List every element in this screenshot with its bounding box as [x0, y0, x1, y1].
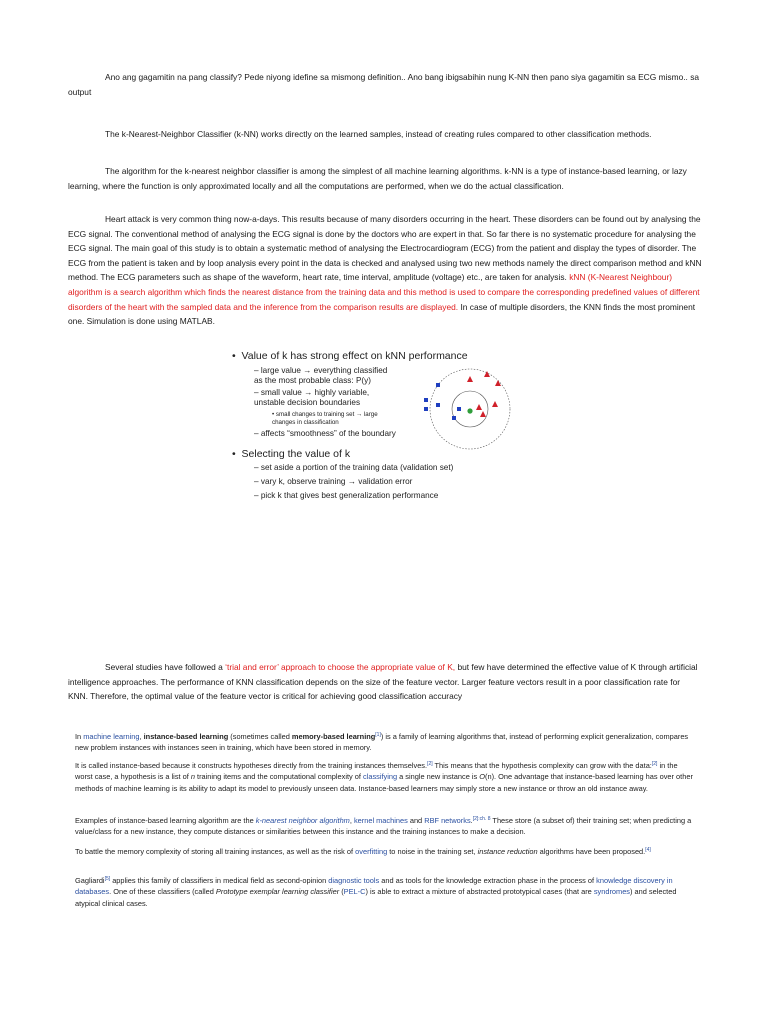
knn-intro-paragraph	[68, 127, 702, 142]
slide-bullet-2: • Selecting the value of k	[232, 448, 351, 460]
link-syndromes[interactable]: syndromes	[593, 887, 631, 897]
citation-1[interactable]: [1]	[375, 732, 381, 738]
query-point	[467, 408, 472, 413]
slide-smoothness: – affects “smoothness” of the boundary	[254, 429, 396, 438]
link-kernel-machines[interactable]: kernel machines	[353, 816, 408, 825]
wiki-paragraph-4: To battle the memory complexity of storing all training instances, as well as the risk of overfitting to noise in the training set, instance reduction algorithms have been proposed.[4]	[75, 847, 651, 856]
question-paragraph	[68, 70, 702, 99]
wiki-paragraph-1: In machine learning, instance-based learning (sometimes called memory-based learning[1]) is a family of learning algorithms that, instead of performing explicit generalization, compares new problem instances with instances seen in training, which have been stored in memory.	[75, 732, 689, 753]
heart-attack-tail: In case of multiple disorders, the KNN finds the most prominent one. Simulation is done using MATLAB.	[68, 301, 696, 327]
triangle-point	[476, 404, 482, 410]
knn-slide-figure	[226, 344, 522, 506]
citation-4[interactable]: [4]	[645, 847, 651, 853]
link-machine-learning[interactable]: machine learning	[83, 732, 140, 741]
knn-intro-text: The k-Nearest-Neighbor Classifier (k-NN) works directly on the learned samples, instead of creating rules compared to other classification methods.	[105, 129, 652, 139]
question-text: Ano ang gagamitin na pang classify? Pede niyong idefine sa mismong definition.. Ano bang ibigsabihin nung K-NN then pano siya gagamitin sa ECG mismo.. sa output	[68, 72, 700, 97]
link-knn-algorithm[interactable]: k-nearest neighbor algorithm	[255, 816, 350, 825]
knn-highlight-text: kNN (K-Nearest Neighbour) algorithm is a search algorithm which finds the nearest distance from the training data and this method is used to compare the corresponding predefined values of different disorders of the heart with the sampled data and the inference from the comparison results are displayed.	[68, 272, 700, 312]
wiki-paragraph-2: It is called instance-based because it constructs hypotheses directly from the training instances themselves.[2] This means that the hypothesis complexity can grow with the data:[2] in the worst case, a hypothesis is a list of n training items and the computational complexity of classifying a single new instance is O(n). One advantage that instance-based learning has over other methods of machine learning is its ability to adapt its model to previously unseen data. Instance-based learners may simply store a new instance or throw an old instance away.	[75, 761, 693, 793]
citation-5[interactable]: [5]	[104, 876, 111, 882]
slide-set-aside: – set aside a portion of the training data (validation set)	[254, 463, 454, 472]
triangle-point	[492, 401, 498, 407]
square-point	[436, 403, 440, 407]
wiki-paragraph-3: Examples of instance-based learning algorithm are the k-nearest neighbor algorithm, kernel machines and RBF networks.$^{[2]:ch. 8}$ These store (a subset of) their training set; when predicting a value/class for a new instance, they compute distances or similarities between this instance and the training instances to make a decision.	[75, 816, 692, 837]
slide-small-value: – small value → highly variable, unstable decision boundaries	[254, 388, 370, 407]
link-pel-c[interactable]: PEL-C	[343, 887, 366, 897]
wiki-paragraph-5: Gagliardi[5] applies this family of classifiers in medical field as second-opinion diagnostic tools and as tools for the knowledge extraction phase in the process of knowledge discovery in databases. One of these classifiers (called Prototype exemplar learning classifier (PEL-C) is able to extract a mixture of abstracted prototypical cases (that are syndromes) and selected atypical clinical cases.	[75, 876, 677, 908]
link-diagnostic-tools[interactable]: diagnostic tools	[328, 876, 380, 885]
knn-algorithm-paragraph	[68, 164, 702, 193]
square-point	[424, 398, 428, 402]
triangle-point	[467, 376, 473, 382]
heart-attack-paragraph	[68, 212, 702, 329]
trial-error-text: but few have determined the effective value of K through artificial intelligence approaches. The performance of KNN classification depends on the size of the feature vector. Larger feature vectors result in a poor classification rate for KNN. Therefore, the optimal value of the feature vector is critical for achieving good classification accuracy	[68, 662, 698, 702]
link-classifying[interactable]: classifying	[363, 772, 398, 782]
square-point	[452, 416, 456, 420]
citation-2[interactable]: [2]	[427, 761, 433, 767]
slide-vary-k: – vary k, observe training → validation error	[254, 477, 413, 486]
square-point	[457, 407, 461, 411]
trial-error-highlight: ‘trial and error’ approach to choose the appropriate value of K,	[225, 662, 456, 672]
slide-bullet-1: • Value of k has strong effect on kNN performance	[232, 350, 468, 362]
link-rbf-networks[interactable]: RBF networks	[424, 816, 471, 825]
link-knowledge-discovery[interactable]: knowledge discovery in databases	[75, 876, 673, 897]
link-overfitting[interactable]: overfitting	[355, 847, 388, 856]
trial-error-lead: Several studies have followed a	[105, 662, 226, 672]
square-point	[424, 407, 428, 411]
heart-attack-text: Heart attack is very common thing now-a-days. This results because of many disorders occurring in the heart. These disorders can be found out by analysing the ECG signal. The conventional method of analysing the ECG signal is done by the doctors who are expert in that. So far there is no systematic procedure for analysing the ECG signal. The main goal of this study is to obtain a systematic method of analysing the Electrocardiogram (ECG) from the patient and display the types of disorder. The ECG from the patient is taken and by loop analysis every point in the data is checked and analysed using two new methods namely the direct comparison method and kNN method. The ECG parameters such as shape of the waveform, heart rate, time interval, amplitude (voltage) etc., are taken for analysis.	[68, 214, 702, 283]
citation-2[interactable]: [2]	[651, 761, 658, 767]
term-memory-based-learning: memory-based learning	[291, 732, 376, 741]
slide-small-changes: • small changes to training set → large changes in classification	[272, 411, 378, 426]
knn-neighborhood-diagram	[412, 364, 518, 454]
citation-2-ch8[interactable]: [2]:ch. 8	[472, 816, 491, 822]
slide-large-value: – large value → everything classified as the most probable class: P(y)	[254, 366, 388, 385]
knn-algorithm-text: The algorithm for the k-nearest neighbor classifier is among the simplest of all machine learning algorithms. k-NN is a type of instance-based learning, or lazy learning, where the function is only approximated locally and all the computations are performed, when we do the actual classification.	[68, 166, 687, 191]
triangle-point	[480, 411, 486, 417]
square-point	[436, 383, 440, 387]
trial-error-paragraph	[68, 660, 702, 704]
term-instance-based-learning: instance-based learning	[143, 732, 229, 741]
slide-pick-k: – pick k that gives best generalization performance	[254, 491, 439, 500]
